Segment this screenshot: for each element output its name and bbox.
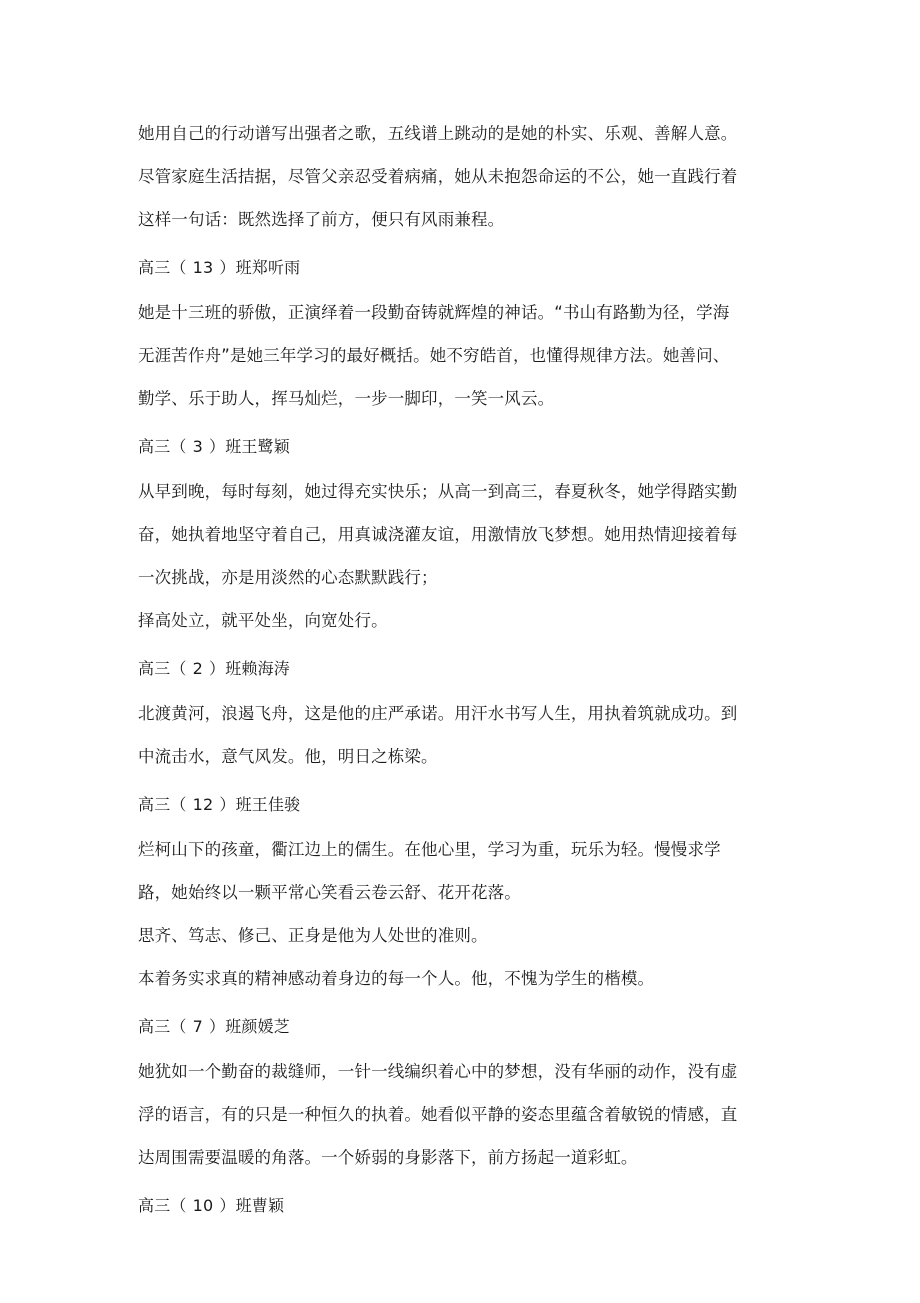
paragraph: 本着务实求真的精神感动着身边的每一个人。他，不愧为学生的楷模。 [138,969,655,988]
student-heading: 高三（ 7 ）班颜媛芝 [138,1017,291,1036]
paragraph: 北渡黄河，浪遏飞舟，这是他的庄严承诺。用汗水书写人生，用执着筑就成功。到中流击水，意气风发。他，明日之栋梁。 [138,704,738,766]
document-page [138,112,738,1229]
student-heading: 高三（ 12 ）班王佳骏 [138,795,301,814]
paragraph: 择高处立，就平处坐，向宽处行。 [138,611,388,630]
paragraph: 从早到晚，每时每刻，她过得充实快乐；从高一到高三，春夏秋冬，她学得踏实勤奋，她执着地坚守着自己，用真诚浇灌友谊，用激情放飞梦想。她用热情迎接着每一次挑战，亦是用淡然的心态默默践行； [138,482,738,587]
student-heading: 高三（ 3 ）班王鹭颖 [138,437,291,456]
student-heading: 高三（ 13 ）班郑听雨 [138,258,301,277]
paragraph: 烂柯山下的孩童，衢江边上的儒生。在他心里，学习为重，玩乐为轻。慢慢求学路，她始终以一颗平常心笑看云卷云舒、花开花落。 [138,840,721,902]
paragraph: 她犹如一个勤奋的裁缝师，一针一线编织着心中的梦想，没有华丽的动作，没有虚浮的语言，有的只是一种恒久的执着。她看似平静的姿态里蕴含着敏锐的情感，直达周围需要温暖的角落。一个娇弱的身影落下，前方扬起一道彩虹。 [138,1062,738,1167]
student-heading: 高三（ 2 ）班赖海涛 [138,659,291,678]
paragraph: 思齐、笃志、修己、正身是他为人处世的准则。 [138,926,488,945]
paragraph: 她用自己的行动谱写出强者之歌，五线谱上跳动的是她的朴实、乐观、善解人意。尽管家庭生活拮据，尽管父亲忍受着病痛，她从未抱怨命运的不公，她一直践行着这样一句话：既然选择了前方，便只有风雨兼程。 [138,124,738,229]
student-heading: 高三（ 10 ）班曹颖 [138,1196,285,1215]
paragraph: 她是十三班的骄傲，正演绎着一段勤奋铸就辉煌的神话。“书山有路勤为径，学海无涯苦作舟”是她三年学习的最好概括。她不穷皓首，也懂得规律方法。她善问、勤学、乐于助人，挥马灿烂，一步一脚印，一笑一风云。 [138,303,730,408]
